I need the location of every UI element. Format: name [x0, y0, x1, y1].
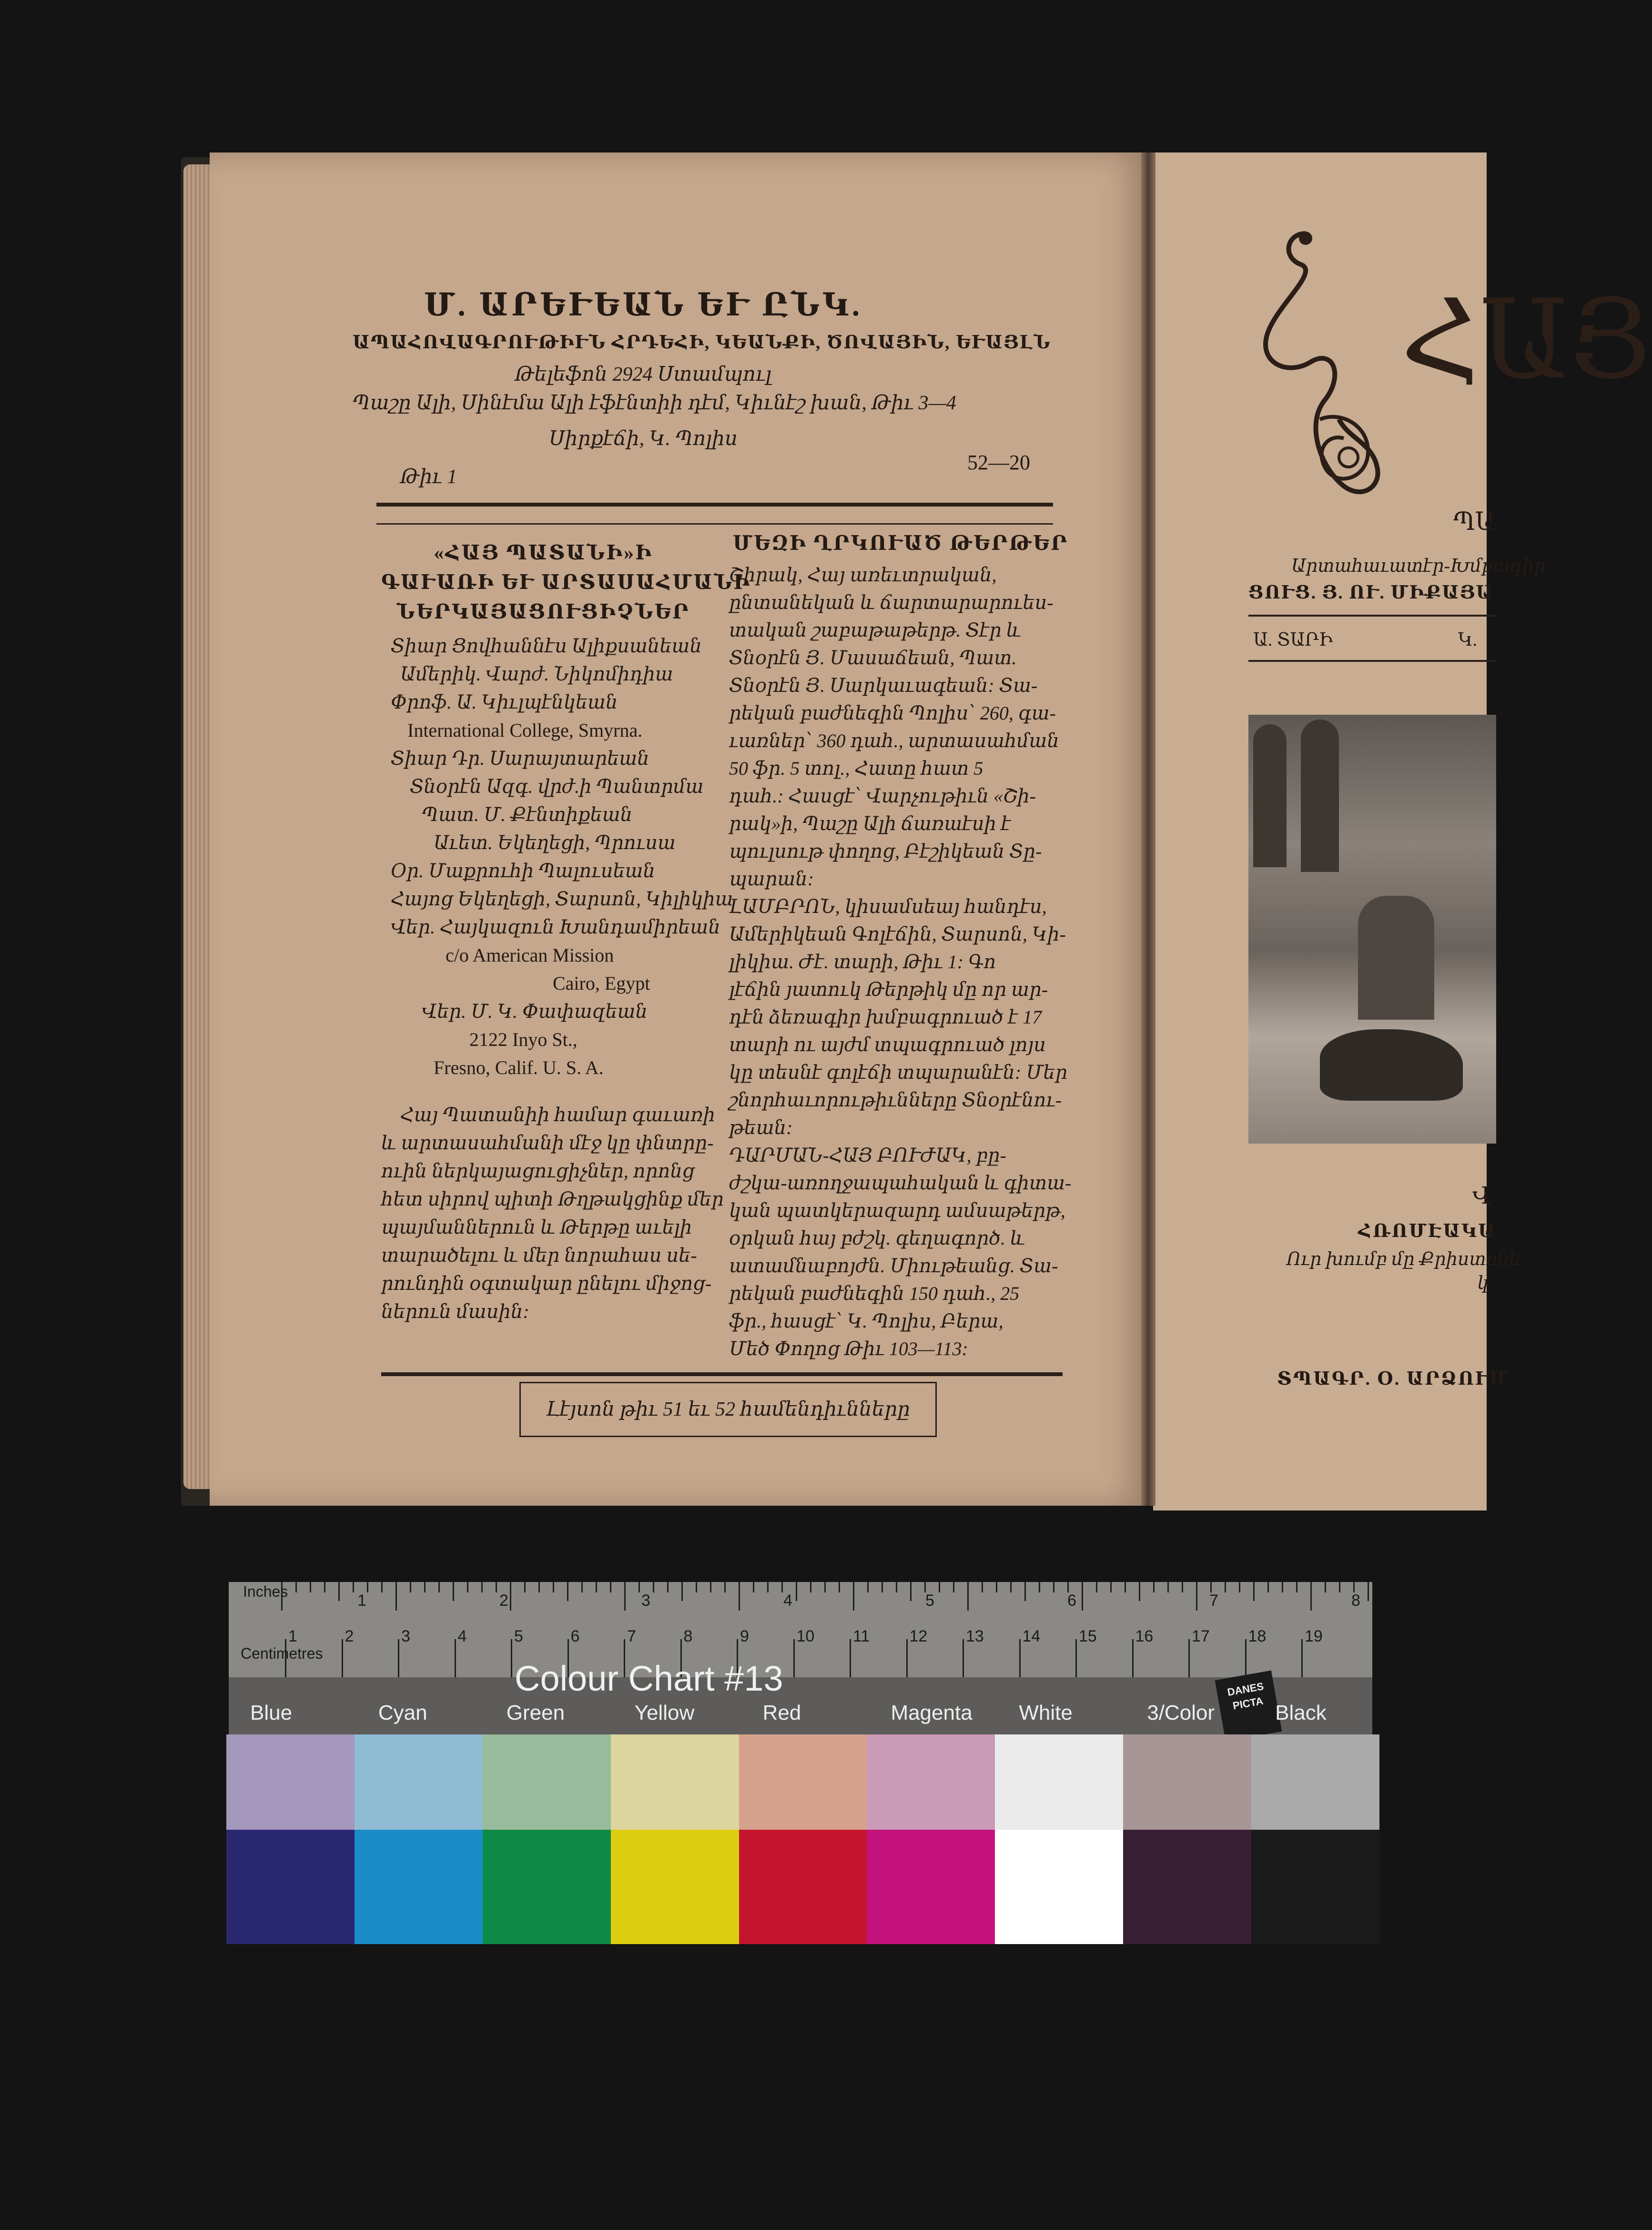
ruler-inch-tick: [1325, 1582, 1326, 1592]
masthead-rule: [1248, 615, 1496, 617]
ruler-inch-tick: [496, 1582, 497, 1592]
page-range: 52—20: [967, 451, 1030, 474]
colour-patch-light: [483, 1734, 611, 1830]
ruler-inch-tick: [381, 1582, 383, 1592]
patch-label: White: [1019, 1701, 1073, 1724]
periodical-line: ւառներ՝ 360 դահ., արտասահման: [729, 730, 1059, 751]
ruler-inch-tick: [553, 1582, 554, 1592]
periodical-line: տական շաբաթաթերթ. Տէր և: [729, 619, 1022, 641]
engraving-illustration: [1248, 715, 1496, 1144]
periodical-line: Տնօրէն Յ. Մասաճեան, Պատ.: [729, 647, 1017, 669]
ruler-inch-tick: [596, 1582, 597, 1592]
paragraph-line: ներուն մասին:: [381, 1301, 529, 1322]
paragraph-line: Հայ Պատանիի համար գաւառի: [400, 1104, 715, 1125]
caption-letter: Վ: [1472, 1182, 1492, 1209]
ruler-inch-tick: [524, 1582, 526, 1592]
left-column-heading: [381, 538, 751, 627]
right-column-heading: ՄԵԶԻ ՂՐԿՈՒԱԾ ԹԵՐԹԵՐ: [732, 533, 1069, 555]
printer-line: ՏՊԱԳՐ. Օ. ԱՐՁՈՒՄ: [1277, 1369, 1509, 1389]
ruler-cm-tick: [963, 1639, 964, 1677]
representatives-paragraph: [381, 1101, 724, 1326]
ruler-inch-tick: [581, 1582, 583, 1592]
ruler-inch-tick: [1082, 1582, 1083, 1611]
caption-text: Ուր խումբ մը Քրիստոնե: [1287, 1249, 1521, 1269]
header-rule: [376, 503, 1053, 507]
company-phone: Թելեֆոն 2924 Ստամպուլ: [515, 364, 772, 385]
ruler-inch-tick: [610, 1582, 611, 1592]
patch-label: Magenta: [891, 1701, 973, 1724]
periodical-line: 50 ֆր. 5 տոլ., Հատը հատ 5: [729, 758, 983, 779]
colour-patch-saturated: [226, 1830, 355, 1944]
list-item: Cairo, Egypt: [553, 973, 650, 994]
ruler-inch-tick: [1010, 1582, 1012, 1592]
ruler-inch-tick: [896, 1582, 897, 1592]
ruler-inch-number: 5: [925, 1591, 934, 1610]
danes-picta-logo: DANES PICTA: [1215, 1671, 1282, 1742]
ruler-inch-tick: [1339, 1582, 1340, 1592]
colour-patches: [226, 1701, 1379, 1949]
ruler-inch-number: 1: [357, 1591, 366, 1610]
ruler-cm-number: 3: [401, 1627, 410, 1645]
ruler-inch-tick: [395, 1582, 397, 1611]
ruler-cm-tick: [342, 1639, 343, 1677]
periodical-line: պարան:: [729, 868, 814, 890]
ruler-inch-tick: [453, 1582, 454, 1601]
company-address-1: Պաշը Ալի, Սինէմա Ալի էֆէնտիի դէմ, Կիւնէշ խան, Թիւ 3—4: [353, 392, 956, 414]
ruler-inch-tick: [367, 1582, 368, 1592]
ruler-inch-tick: [1225, 1582, 1226, 1592]
ruler-inch-tick: [796, 1582, 797, 1601]
ruler-inch-number: 8: [1351, 1591, 1360, 1610]
colour-patch-saturated: [355, 1830, 483, 1944]
editor-line: ՑՈՒՑ. Յ. ՈՒ. ՄԻՔԱՅԱ: [1248, 583, 1494, 603]
ruler-inch-tick: [1167, 1582, 1169, 1592]
ruler-inch-tick: [1067, 1582, 1069, 1592]
periodical-line: ժշկա-առողջապահական և գիտա-: [729, 1172, 1072, 1194]
ruler-inch-tick: [353, 1582, 354, 1592]
periodical-line: թեան:: [729, 1117, 793, 1138]
periodical-line: տարի ու այժմ տպագրուած լոյս: [729, 1034, 1046, 1055]
colour-patch-saturated: [995, 1830, 1123, 1944]
left-heading-line: ԳԱՒԱՌԻ ԵՒ ԱՐՏԱՍԱՀՄԱՆԻ: [381, 572, 751, 594]
periodical-line: կը տեսնէ գոլէճի տպարանէն: Մեր: [729, 1062, 1068, 1083]
ruler-inch-tick: [310, 1582, 311, 1592]
footer-rule: [381, 1372, 1063, 1376]
ruler-inch-number: 2: [499, 1591, 508, 1610]
periodicals-list: [729, 561, 1072, 1363]
ruler-cm-number: 17: [1192, 1627, 1210, 1645]
periodical-line: դահ.: Հասցէ՝ Վարչութիւն «Շի-: [729, 785, 1036, 807]
right-column: [729, 529, 1072, 1363]
ruler-cm-number: 19: [1305, 1627, 1323, 1645]
colour-patch-light: [1251, 1734, 1379, 1830]
ruler-cm-number: 16: [1135, 1627, 1154, 1645]
ruler-inch-tick: [1253, 1582, 1255, 1601]
list-item: Վեր. Մ. Կ. Փափազեան: [422, 1001, 648, 1022]
company-address-2: Սիրքէճի, Կ. Պոլիս: [549, 428, 738, 450]
book-gutter: [1141, 152, 1155, 1506]
ruler-cm-tick: [1132, 1639, 1134, 1677]
ruler-inch-tick: [939, 1582, 940, 1592]
colour-patch-saturated: [867, 1830, 995, 1944]
colour-patch-light: [355, 1734, 483, 1830]
footer-note: Լէյսոն թիւ 51 եւ 52 համենդիւնները: [519, 1382, 937, 1437]
ruler-inch-tick: [1353, 1582, 1355, 1592]
ruler-inch-tick: [1110, 1582, 1112, 1592]
ruler-inch-tick: [810, 1582, 811, 1592]
paragraph-line: տարածելու և մեր նորահաս սե-: [381, 1245, 697, 1266]
masthead-letters: ՀԱՅ: [1401, 280, 1652, 401]
caption-text-2: կ: [1477, 1273, 1489, 1293]
list-item: International College, Smyrna.: [407, 720, 643, 741]
patch-label: Cyan: [378, 1701, 427, 1724]
colour-patch-light: [1123, 1734, 1251, 1830]
ruler-inch-tick: [1282, 1582, 1283, 1592]
ruler-cm-number: 10: [796, 1627, 815, 1645]
ruler-cm-tick: [455, 1639, 456, 1677]
ruler-cm-number: 14: [1022, 1627, 1041, 1645]
ruler-cm-tick: [793, 1639, 795, 1677]
ruler-inch-tick: [1239, 1582, 1240, 1592]
masthead-tagline: Արտահաւատէր-Խմբագիր: [1291, 556, 1546, 576]
ruler-inch-tick: [338, 1582, 340, 1601]
paragraph-line: պայմաններուն և Թերթը աւելի: [381, 1216, 692, 1238]
periodical-line: Մեծ Փողոց Թիւ 103—113:: [729, 1338, 968, 1359]
ruler-inch-tick: [867, 1582, 869, 1592]
list-item: Տնօրէն Ազգ. վրժ.ի Պանտրմա: [410, 776, 704, 797]
ruler-inch-tick: [781, 1582, 783, 1592]
ruler-inch-tick: [1096, 1582, 1097, 1592]
ruler-inch-number: 7: [1209, 1591, 1218, 1610]
colour-patch-light: [226, 1734, 355, 1830]
colour-patch-light: [739, 1734, 867, 1830]
ruler-inch-tick: [1125, 1582, 1126, 1592]
periodical-line: րակ»ի, Պաշը Ալի ճառաէսի է: [729, 813, 1011, 834]
periodical-line: կան պատկերազարդ ամսաթերթ,: [729, 1200, 1065, 1221]
ruler-inch-tick: [824, 1582, 826, 1592]
ruler-cm-number: 11: [853, 1627, 870, 1645]
ruler-inch-tick: [882, 1582, 883, 1592]
ruler-cm-number: 4: [457, 1627, 467, 1645]
ruler-inch-tick: [510, 1582, 511, 1611]
colour-patch-saturated: [1251, 1830, 1379, 1944]
paragraph-line: և արտասահմանի մէջ կը փնտրը-: [381, 1132, 714, 1154]
ruler-inch-tick: [853, 1582, 854, 1611]
ruler-cm-number: 5: [514, 1627, 523, 1645]
company-title: Մ. ԱՐԵՒԵԱՆ ԵՒ ԸՆԿ.: [424, 288, 863, 323]
year-label: Ա. ՏԱՐԻ: [1253, 630, 1333, 650]
ruler-cm-label: Centimetres: [241, 1645, 323, 1662]
periodical-line: պուլսութ փողոց, Բէշիկեան Տը-: [729, 841, 1042, 862]
ruler-cm-number: 2: [345, 1627, 354, 1645]
patch-label: Red: [762, 1701, 801, 1724]
periodical-line: լէճին յատուկ Թերթիկ մը որ ար-: [729, 979, 1048, 1000]
patch-label: Yellow: [634, 1701, 695, 1724]
ruler-inch-tick: [538, 1582, 540, 1592]
ruler-inch-tick: [1053, 1582, 1054, 1592]
company-subtitle: ԱՊԱՀՈՎԱԳՐՈՒԹԻՒՆ ՀՐԴԵՀԻ, ԿԵԱՆՔԻ, ԾՈՎԱՅԻՆ, ԵՒԱՅԼՆ: [353, 333, 1051, 353]
ruler-inch-number: 6: [1067, 1591, 1076, 1610]
list-item: Ամերիկ. Վարժ. Նիկոմիդիա: [400, 663, 673, 685]
list-item: Աւետ. Եկեղեցի, Պրուսա: [434, 832, 676, 853]
ruler-cm-tick: [1245, 1639, 1247, 1677]
ruler-cm-number: 15: [1079, 1627, 1097, 1645]
periodical-line: ընտանեկան և ճարտարարուես-: [729, 592, 1054, 613]
ruler-inch-tick: [1024, 1582, 1026, 1601]
ruler-inch-tick: [767, 1582, 769, 1592]
ruler-inch-tick: [1267, 1582, 1269, 1592]
issue-fragment: Կ.: [1458, 630, 1478, 650]
ruler-inch-tick: [467, 1582, 468, 1592]
periodical-line: դէն ձեռագիր խմբագրուած է 17: [729, 1006, 1042, 1028]
chart-title: Colour Chart #13: [515, 1659, 783, 1698]
colour-patch-light: [995, 1734, 1123, 1830]
ruler-inch-tick: [967, 1582, 969, 1611]
patch-label: 3/Color: [1147, 1701, 1215, 1724]
periodical-line: ատամնաբոյժն. Միութեանց. Տա-: [729, 1255, 1058, 1277]
list-item: Վեր. Հայկազուն Խանդամիրեան: [391, 916, 720, 938]
ruler-cm-tick: [511, 1639, 512, 1677]
ruler-inch-tick: [953, 1582, 954, 1592]
ruler-cm-number: 9: [740, 1627, 749, 1645]
ruler-inch-tick: [639, 1582, 640, 1592]
periodical-line: Շիրակ, Հայ առեւտրական,: [729, 564, 997, 586]
paragraph-line: ուին ներկայացուցիչներ, որոնց: [381, 1160, 695, 1182]
ruler-inch-tick: [424, 1582, 426, 1592]
ruler-inch-tick: [724, 1582, 726, 1592]
periodical-line: Ամերիկեան Գոլէճին, Տարսոն, Կի-: [729, 923, 1066, 945]
caption-title: ՀՌՈՄԷԱԿԱ: [1358, 1221, 1497, 1241]
periodical-line: օրկան հայ բժշկ. գեղագործ. և: [729, 1227, 1025, 1249]
ruler-cm-tick: [1301, 1639, 1303, 1677]
list-item: Fresno, Calif. U. S. A.: [434, 1057, 604, 1078]
colour-patch-saturated: [483, 1830, 611, 1944]
periodical-line: ԴԱՐՄԱՆ-ՀԱՅ ԲՈՒԺԱԿ, բը-: [729, 1145, 1006, 1166]
ruler-inch-tick: [1368, 1582, 1369, 1601]
ruler-cm-tick: [398, 1639, 399, 1677]
ruler-cm-number: 12: [909, 1627, 928, 1645]
masthead-subtitle-fragment: ՊԱ: [1453, 508, 1495, 536]
ruler-inch-tick: [653, 1582, 654, 1592]
ruler-cm-number: 1: [288, 1627, 297, 1645]
ruler-inch-tick: [667, 1582, 669, 1592]
list-item: Պատ. Մ. Քէնտիքեան: [422, 804, 633, 825]
ruler-inch-tick: [1182, 1582, 1183, 1592]
ruler-inch-number: 4: [783, 1591, 792, 1610]
ruler-inch-tick: [1210, 1582, 1212, 1592]
ruler-inch-tick: [696, 1582, 697, 1592]
periodical-line: ԼԱՄԲՐՈՆ, կիսամսեայ հանդէս,: [729, 896, 1047, 917]
periodical-line: րեկան բաժնեգին Պոլիս՝ 260, գա-: [729, 702, 1056, 724]
periodical-line: Տնօրէն Յ. Սարկաւագեան: Տա-: [729, 675, 1038, 696]
ruler-inch-tick: [295, 1582, 297, 1592]
periodical-line: շնորհաւորութիւնները Տնօրէնու-: [729, 1089, 1062, 1111]
header-rule-thin: [376, 523, 1053, 525]
ruler-inch-tick: [324, 1582, 325, 1592]
list-item: Տիար Դր. Սարայտարեան: [391, 748, 649, 769]
ruler-inch-tick: [624, 1582, 626, 1611]
list-item: c/o American Mission: [446, 944, 614, 966]
ruler-inch-tick: [1039, 1582, 1040, 1592]
representatives-list: [381, 632, 733, 1082]
masthead-rule-lower: [1248, 660, 1496, 662]
ruler-inch-tick: [839, 1582, 840, 1592]
ruler-cm-number: 8: [683, 1627, 693, 1645]
ruler-cm-tick: [1075, 1639, 1077, 1677]
periodical-line: լիկիա. Ժէ. տարի, Թիւ 1: Գո: [729, 951, 996, 973]
list-item: Փրոֆ. Ա. Կիւլպէնկեան: [391, 691, 618, 713]
patch-label: Green: [506, 1701, 565, 1724]
ruler-cm-number: 6: [570, 1627, 580, 1645]
issue-number: Թիւ 1: [400, 466, 457, 488]
colour-patch-saturated: [611, 1830, 739, 1944]
patch-label: Blue: [250, 1701, 293, 1724]
ruler-inch-tick: [1139, 1582, 1140, 1601]
colour-patch-light: [611, 1734, 739, 1830]
list-item: Օր. Մաքրուհի Պալուսեան: [391, 860, 655, 882]
ruler-inch-tick: [910, 1582, 912, 1601]
colour-patch-saturated: [1123, 1830, 1251, 1944]
ruler-cm-tick: [1019, 1639, 1021, 1677]
periodical-line: րեկան բաժնեգին 150 դահ., 25: [729, 1283, 1020, 1304]
ruler-inches-label: Inches: [243, 1583, 288, 1600]
ruler-inch-tick: [1196, 1582, 1197, 1611]
ruler-inch-number: 3: [641, 1591, 650, 1610]
list-item: 2122 Inyo St.,: [469, 1029, 578, 1050]
paragraph-line: րունդին օգտակար ընելու միջոց-: [381, 1273, 712, 1294]
ruler-inch-tick: [410, 1582, 411, 1592]
periodical-line: ֆր., հասցէ՝ Կ. Պոլիս, Բերա,: [729, 1310, 1003, 1332]
ruler-cm-tick: [1188, 1639, 1190, 1677]
ruler-cm-tick: [850, 1639, 851, 1677]
peacock-illustration: [1248, 219, 1391, 505]
ruler-inch-tick: [1310, 1582, 1312, 1611]
ruler-inch-tick: [996, 1582, 997, 1592]
ruler-inch-tick: [567, 1582, 568, 1601]
left-column: [381, 538, 751, 1326]
ruler-inch-tick: [982, 1582, 983, 1592]
ruler-inch-tick: [1153, 1582, 1155, 1592]
ruler-inch-tick: [924, 1582, 926, 1592]
paragraph-line: հետ սիրով պիտի Թղթակցինք մեր: [381, 1188, 724, 1210]
ruler-inch-tick: [710, 1582, 711, 1592]
ruler-inch-tick: [739, 1582, 740, 1611]
ruler-inch-tick: [438, 1582, 440, 1592]
ruler-cm-tick: [906, 1639, 908, 1677]
left-heading-line: «ՀԱՅ ՊԱՏԱՆԻ»Ի: [434, 542, 653, 564]
ruler-inch-tick: [753, 1582, 754, 1592]
list-item: Հայոց Եկեղեցի, Տարսոն, Կիլիկիա: [391, 888, 733, 910]
list-item: Տիար Ցովհաննէս Ալիքսանեան: [391, 635, 702, 657]
left-heading-line: ՆԵՐԿԱՅԱՑՈՒՑԻՉՆԵՐ: [396, 601, 690, 623]
ruler-inch-tick: [681, 1582, 683, 1601]
ruler-inch-tick: [481, 1582, 483, 1592]
ruler-cm-number: 13: [966, 1627, 984, 1645]
ruler-cm-number: 7: [627, 1627, 636, 1645]
ruler-cm-number: 18: [1248, 1627, 1267, 1645]
ruler-inch-tick: [1296, 1582, 1297, 1592]
measurement-ruler: [229, 1582, 1372, 1677]
colour-patch-light: [867, 1734, 995, 1830]
patch-label: Black: [1275, 1701, 1327, 1724]
colour-patch-saturated: [739, 1830, 867, 1944]
